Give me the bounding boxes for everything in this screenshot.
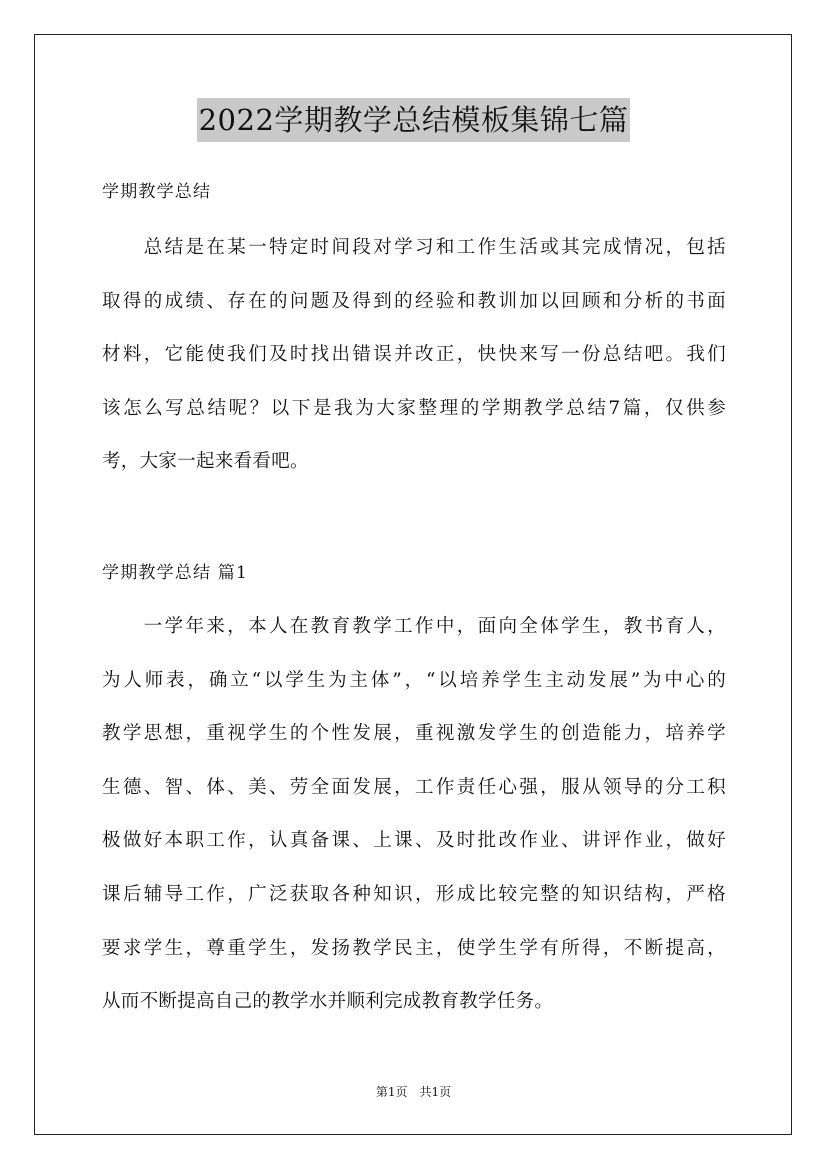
paragraph-line: 课后辅导工作，广泛获取各种知识，形成比较完整的知识结构，严格	[102, 883, 726, 905]
document-title	[0, 98, 827, 142]
intro-paragraph	[102, 221, 726, 489]
paragraph-line: 总结是在某一特定时间段对学习和工作生活或其完成情况，包括	[102, 237, 726, 258]
paragraph-line: 取得的成绩、存在的问题及得到的经验和教训加以回顾和分析的书面	[102, 290, 726, 312]
page-footer: 第1页 共1页	[375, 1085, 452, 1099]
section1-paragraph	[102, 600, 726, 1029]
paragraph-line: 从而不断提高自己的教学水并顺利完成教育教学任务。	[102, 991, 554, 1013]
paragraph-line: 教学思想，重视学生的个性发展，重视激发学生的创造能力，培养学	[102, 723, 726, 745]
section1-heading: 学期教学总结 篇1	[102, 563, 249, 583]
paragraph-line: 材料，它能使我们及时找出错误并改正，快快来写一份总结吧。我们	[102, 344, 726, 366]
paragraph-line: 极做好本职工作，认真备课、上课、及时批改作业、讲评作业，做好	[102, 830, 726, 852]
paragraph-line: 为人师表，确立“以学生为主体”，“以培养学生主动发展”为中心的	[102, 669, 726, 691]
paragraph-line: 该怎么写总结呢？以下是我为大家整理的学期教学总结7篇，仅供参	[102, 397, 726, 419]
paragraph-line: 考，大家一起来看看吧。	[102, 451, 309, 473]
paragraph-line: 生德、智、体、美、劳全面发展，工作责任心强，服从领导的分工积	[102, 776, 726, 798]
intro-heading: 学期教学总结	[102, 182, 212, 202]
paragraph-line: 要求学生，尊重学生，发扬教学民主，使学生学有所得，不断提高，	[102, 937, 726, 959]
document-title-text: 2022学期教学总结模板集锦七篇	[197, 98, 631, 142]
paragraph-line: 一学年来，本人在教育教学工作中，面向全体学生，教书育人，	[102, 616, 726, 637]
